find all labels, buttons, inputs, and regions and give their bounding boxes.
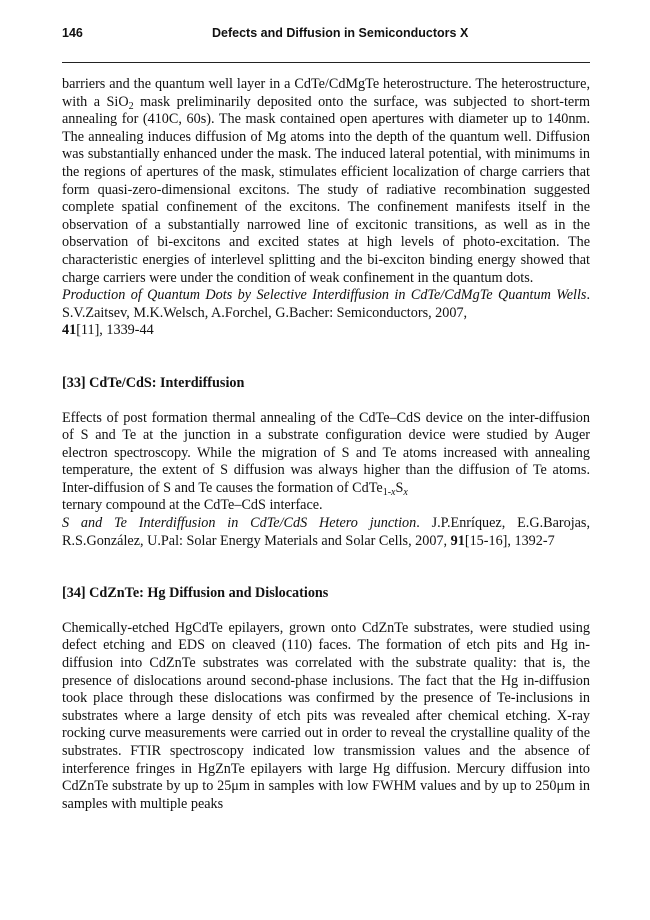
entry-32-text-b: mask preliminarily deposited onto the surface, was subjected to short-term annealing for (410C, 60s). The mask contained open apertures with diameter up to 140nm. The annealing induces diffusion of Mg atoms into the depth of the quantum well. Diffusion was substantially enhanced under the mask. The induced lateral potential, with minimums in the regions of apertures of the mask, stimulates efficient localization of charge carriers that form quasi-zero-dimensional excitons. The study of radiative recombination suggested complete spatial confinement of the excitons. The confinement manifests itself in the observation of a substantially narrowed line of excitonic transitions, as well as in the observation of bi-excitons and excited states at high levels of photo-excitation. The characteristic energies of interlevel splitting and the bi-exciton binding energy showed that charge carriers were under the condition of weak confinement in the quantum dots. xyxy=(62,93,590,286)
entry-33-reference xyxy=(62,515,590,550)
running-header xyxy=(62,26,590,42)
entry-32-ref-pages: [11], 1339-44 xyxy=(76,322,154,339)
entry-32-text-a: barriers and the quantum well layer in a CdTe/CdMgTe heterostructure. The heterostructure, with a SiO xyxy=(62,76,590,110)
entry-33-ref-pages: [15-16], 1392-7 xyxy=(464,532,555,549)
entry-32-ref-title: Production of Quantum Dots by Selective Interdiffusion in CdTe/CdMgTe Quantum Wells xyxy=(62,287,587,304)
entry-32-ref-authors: . S.V.Zaitsev, M.K.Welsch, A.Forchel, G.Bacher: Semiconductors, 2007, xyxy=(62,287,590,321)
entry-33-subscript-2 xyxy=(403,487,407,498)
entry-32-paragraph xyxy=(62,76,590,287)
entry-34-paragraph: Chemically-etched HgCdTe epilayers, grown onto CdZnTe substrates, were studied using defect etching and EDS on cleaved (110) faces. The formation of etch pits and Hg in-diffusion into CdZnTe substrates was correlated with the substrate quality: that is, the presence of dislocations around second-phase inclusions. The fact that the Hg in-diffusion took place through these dislocations was confirmed by the presence of Te-inclusions in substrates where a large density of etch pits was revealed after chemical etching. X-ray rocking curve measurements were carried out in order to reveal the crystalline quality of the substrates. FTIR spectroscopy indicated low transmission values and the absence of interference fringes in HgZnTe epilayers with large Hg diffusion. Mercury diffusion into CdZnTe substrate by up to 25μm in samples with low FWHM values and by up to 250μm in samples with multiple peaks xyxy=(62,619,590,812)
entry-33-subscript-1 xyxy=(383,487,396,498)
entry-33-heading: [33] CdTe/CdS: Interdiffusion xyxy=(62,374,245,391)
entry-34-heading: [34] CdZnTe: Hg Diffusion and Dislocations xyxy=(62,585,329,602)
entry-33-ref-title: S and Te Interdiffusion in CdTe/CdS Hetero junction xyxy=(62,515,417,532)
entry-33-sub1-var: x xyxy=(391,486,396,498)
page-number: 146 xyxy=(62,26,83,40)
entry-33-mid: S xyxy=(395,479,404,496)
entry-33-ref-authors: . J.P.Enríquez, E.G.Barojas, R.S.González, U.Pal: Solar Energy Materials and Solar Cells, 2007, xyxy=(62,515,590,549)
entry-33-ref-volume: 91 xyxy=(450,532,465,549)
entry-33-sub1-text: 1- xyxy=(382,486,392,498)
entry-32-ref-volume: 41 xyxy=(62,322,77,339)
entry-33-text-a: Effects of post formation thermal annealing of the CdTe–CdS device on the inter-diffusion of S and Te at the junction in a substrate configuration device were studied by Auger electron spectroscopy. While the migration of S and Te atoms increased with annealing temperature, the extent of S diffusion was always higher than the diffusion of Te atoms. Inter-diffusion of S and Te causes the formation of CdTe xyxy=(62,409,590,496)
page-body xyxy=(62,76,590,813)
entry-32-subscript: 2 xyxy=(128,100,134,112)
header-rule xyxy=(62,62,590,63)
entry-33-paragraph xyxy=(62,410,590,516)
entry-32-reference xyxy=(62,287,590,340)
running-title: Defects and Diffusion in Semiconductors X xyxy=(212,26,469,40)
entry-33-sub2-var: x xyxy=(403,486,408,498)
entry-33-text-b: ternary compound at the CdTe–CdS interface. xyxy=(62,497,323,514)
